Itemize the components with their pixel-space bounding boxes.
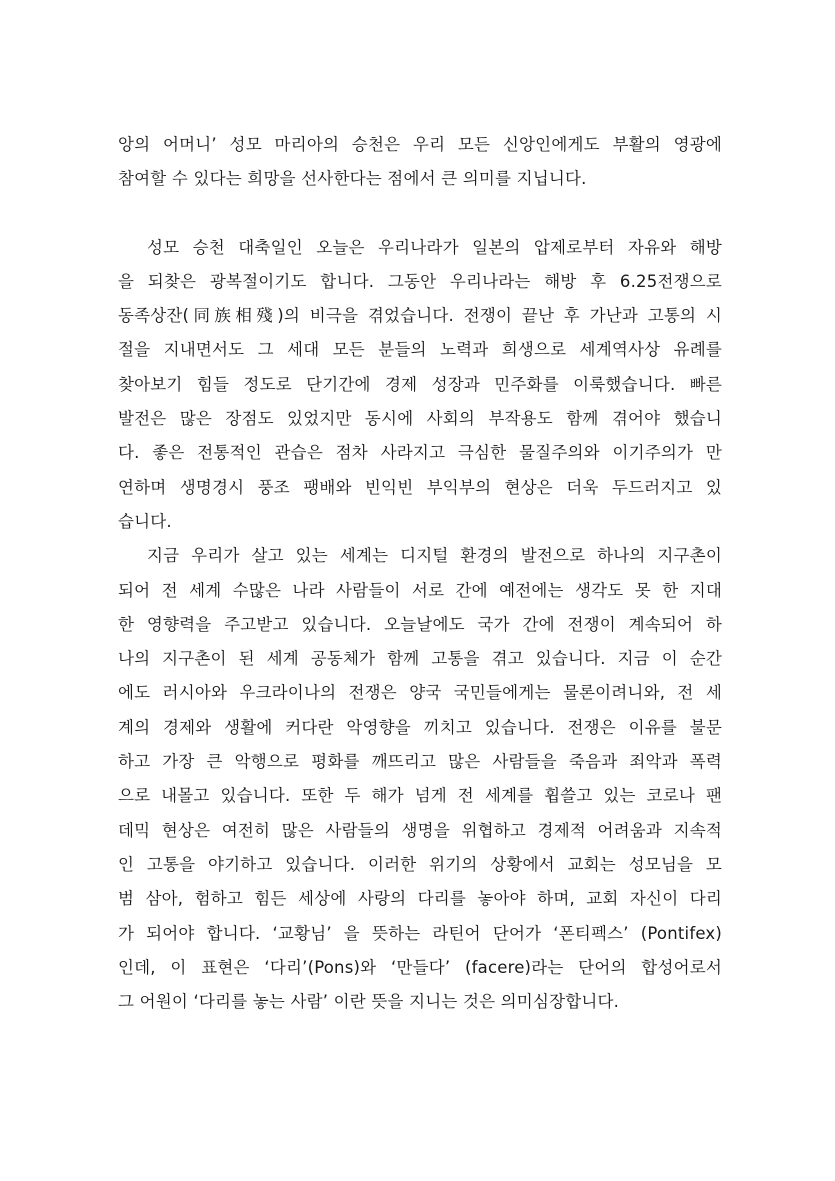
text-line: 성모 승천 대축일인 오늘은 우리나라가 일본의 압제로부터 자유와 해방 — [147, 237, 722, 257]
text-line: 그 어원이 ‘다리를 놓는 사람’ 이란 뜻을 지니는 것은 의미심장합니다. — [118, 992, 620, 1012]
text-line: 데믹 현상은 여전히 많은 사람들의 생명을 위협하고 경제적 어려움과 지속적 — [118, 820, 722, 840]
text-line: 범 삼아, 험하고 힘든 세상에 사랑의 다리를 놓아야 하며, 교회 자신이 다리 — [118, 889, 722, 909]
text-line: 에도 러시아와 우크라이나의 전쟁은 양국 국민들에게는 물론이려니와, 전 세 — [118, 683, 722, 703]
text-line: 참여할 수 있다는 희망을 선사한다는 점에서 큰 의미를 지닙니다. — [118, 169, 587, 189]
text-line: 나의 지구촌이 된 세계 공동체가 함께 고통을 겪고 있습니다. 지금 이 순간 — [118, 649, 722, 669]
text-line: 되어 전 세계 수많은 나라 사람들이 서로 간에 예전에는 생각도 못 한 지대 — [118, 580, 722, 600]
text-line: 습니다. — [118, 511, 172, 531]
text-line: 절을 지내면서도 그 세대 모든 분들의 노력과 희생으로 세계역사상 유례를 — [118, 340, 722, 360]
text-line: 하고 가장 큰 악행으로 평화를 깨뜨리고 많은 사람들을 죽음과 죄악과 폭력 — [118, 752, 722, 772]
text-line: 인데, 이 표현은 ‘다리’(Pons)와 ‘만들다’ (facere)라는 단어의 합성어로서 — [118, 957, 722, 977]
text-line: 한 영향력을 주고받고 있습니다. 오늘날에도 국가 간에 전쟁이 계속되어 하 — [118, 614, 722, 634]
paragraph-3 — [118, 539, 722, 1019]
text-line: 발전은 많은 장점도 있었지만 동시에 사회의 부작용도 함께 겪어야 했습니 — [118, 409, 722, 429]
text-line: 으로 내몰고 있습니다. 또한 두 해가 넘게 전 세계를 휩쓸고 있는 코로나 팬 — [118, 786, 722, 806]
text-line: 을 되찾은 광복절이기도 합니다. 그동안 우리나라는 해방 후 6.25전쟁으로 — [118, 271, 722, 291]
text-line: 계의 경제와 생활에 커다란 악영향을 끼치고 있습니다. 전쟁은 이유를 불문 — [118, 717, 722, 737]
paragraph-1 — [118, 128, 722, 197]
document-body — [118, 128, 722, 1019]
text-line: 앙의 어머니’ 성모 마리아의 승천은 우리 모든 신앙인에게도 부활의 영광에 — [118, 135, 722, 154]
text-line: 가 되어야 합니다. ‘교황님’ 을 뜻하는 라틴어 단어가 ‘폰티펙스’ (Pontifex) — [118, 923, 722, 943]
paragraph-2 — [118, 231, 722, 540]
text-line: 다. 좋은 전통적인 관습은 점차 사라지고 극심한 물질주의와 이기주의가 만 — [118, 443, 722, 463]
text-line: 지금 우리가 살고 있는 세계는 디지털 환경의 발전으로 하나의 지구촌이 — [147, 546, 722, 566]
paragraph-spacer — [118, 197, 722, 231]
text-line: 연하며 생명경시 풍조 팽배와 빈익빈 부익부의 현상은 더욱 두드러지고 있 — [118, 477, 722, 497]
text-line: 동족상잔(同族相殘)의 비극을 겪었습니다. 전쟁이 끝난 후 가난과 고통의 시 — [118, 306, 722, 326]
text-line: 찾아보기 힘들 정도로 단기간에 경제 성장과 민주화를 이룩했습니다. 빠른 — [118, 374, 722, 394]
text-line: 인 고통을 야기하고 있습니다. 이러한 위기의 상황에서 교회는 성모님을 모 — [118, 854, 722, 874]
